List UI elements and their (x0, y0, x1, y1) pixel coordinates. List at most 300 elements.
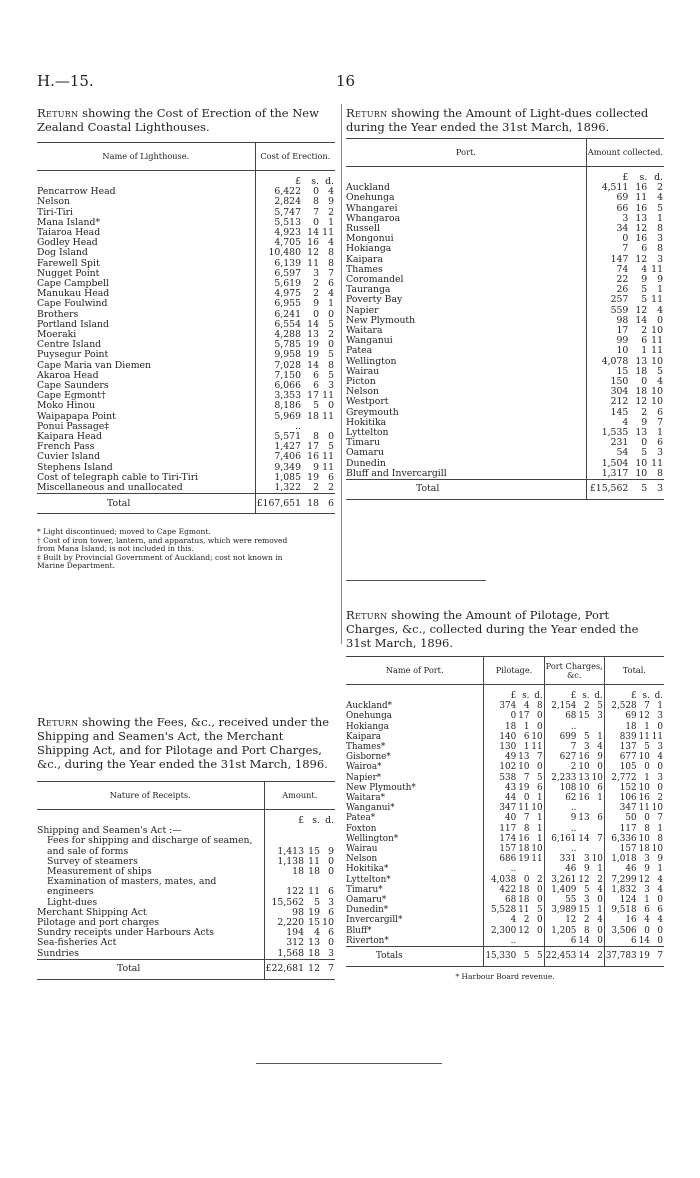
amount-value: 34 (586, 224, 629, 234)
amount-value: 11 (651, 263, 663, 275)
row-label (346, 936, 484, 947)
amount-value: 4 (657, 752, 663, 763)
amount-value: 0 (537, 721, 543, 732)
amount-value: 9 (328, 845, 334, 857)
amount-value: 12 (635, 223, 648, 235)
row-label-text: Dunedin (346, 457, 386, 469)
amount-value: 347 (484, 803, 517, 813)
amount-value: 2 (657, 793, 663, 804)
amount-value: 10 (578, 782, 590, 793)
cost-value: 0 (328, 308, 334, 320)
units-row (37, 171, 335, 188)
row-label (346, 377, 586, 387)
row-label-text: Cape Foulwind (37, 298, 108, 310)
lighthouse-cost-section (37, 106, 335, 570)
amount-value: 3 (597, 711, 603, 722)
table-row (346, 864, 664, 874)
amount-value: 7 (644, 701, 650, 712)
amount-value: 5 (584, 884, 590, 895)
col-name-of-port: Name of Port. (346, 657, 484, 685)
row-label-text: Wairoa* (346, 762, 382, 773)
amount-value: 10 (638, 833, 650, 844)
amount-value: 145 (586, 408, 629, 418)
amount-value: 559 (586, 306, 629, 316)
amount-value: 5 (584, 731, 590, 742)
cost-value: 6,241 (255, 310, 302, 320)
amount-value: 13 (635, 212, 648, 224)
table-row (346, 234, 664, 244)
amount-value: 0 (537, 915, 543, 926)
row-label-text: New Plymouth (346, 314, 416, 326)
amount-value: 0 (597, 895, 603, 906)
amount-value: 7 (523, 772, 530, 783)
table-row (346, 915, 664, 925)
amount-value: 3,506 (604, 926, 637, 936)
row-label-text: Pencarrow Head (37, 186, 116, 198)
amount-value (577, 722, 590, 732)
amount-value: 3 (586, 214, 629, 224)
table-row (37, 483, 335, 494)
amount-value: 0 (328, 866, 334, 878)
cost-value: 8 (328, 257, 334, 269)
amount-value: 699 (544, 732, 577, 742)
amount-value: 17 (518, 711, 530, 722)
unit-label: £ (604, 685, 637, 702)
amount-value: 6 (657, 406, 663, 418)
table-row (346, 742, 664, 752)
cost-value: 5 (328, 369, 334, 381)
amount-value: 9 (641, 416, 648, 428)
total-value: 22,453 (544, 947, 577, 967)
amount-value: 16 (578, 793, 590, 804)
row-label (37, 877, 264, 897)
unit-label: £ (484, 685, 517, 702)
amount-value: 2 (537, 874, 543, 885)
amount-value: 9 (544, 813, 577, 823)
amount-value: 12 (578, 874, 590, 885)
row-label-text: Westport (346, 396, 389, 408)
amount-value: 11 (638, 803, 650, 814)
amount-value: 14 (638, 935, 650, 946)
table-row (346, 834, 664, 844)
amount-value: 12 (638, 874, 650, 885)
amount-value: 69 (604, 711, 637, 721)
amount-value: 10 (651, 396, 663, 408)
amount-value: 8 (657, 467, 663, 479)
col-amount-collected: Amount collected. (586, 139, 664, 167)
row-label-text: Cape Egmont† (37, 390, 106, 402)
cost-value: 0 (328, 431, 334, 443)
amount-value: 10 (531, 731, 543, 742)
amount-value: 49 (484, 752, 517, 762)
amount-value: 1,138 (264, 857, 305, 867)
amount-value: 19 (308, 906, 320, 918)
amount-value: 117 (604, 824, 637, 834)
cost-value: 6 (313, 369, 319, 381)
row-label-text: Moeraki (37, 329, 77, 341)
amount-value: 11 (651, 345, 663, 357)
row-label-text: Hokitika* (346, 864, 389, 875)
amount-value: 26 (586, 285, 629, 295)
cost-value: 5 (328, 318, 334, 330)
row-label (346, 773, 484, 783)
amount-value: 1 (597, 793, 603, 804)
amount-value: 1,317 (586, 469, 629, 480)
spacer (346, 167, 586, 184)
amount-value: 627 (544, 752, 577, 762)
divider-rule (346, 580, 486, 581)
row-label (346, 854, 484, 864)
row-label-text: Cost of telegraph cable to Tiri-Tiri (37, 471, 199, 483)
amount-value: 18 (635, 365, 648, 377)
pilotage-table (346, 656, 664, 967)
amount-value: 10 (518, 762, 530, 773)
amount-value: 50 (604, 813, 637, 823)
cost-value: 7,406 (255, 452, 302, 462)
amount-value: 7 (657, 813, 663, 824)
amount-value: 2,300 (484, 926, 517, 936)
amount-value (577, 844, 590, 854)
table-row (346, 854, 664, 864)
cost-value: 14 (307, 227, 319, 239)
amount-value: 1,832 (604, 885, 637, 895)
amount-value: 2 (657, 182, 663, 194)
unit-label: s. (311, 176, 319, 187)
amount-value: 105 (604, 762, 637, 772)
row-label (37, 836, 264, 856)
row-label-text: Nelson (346, 386, 379, 398)
row-label (346, 701, 484, 711)
amount-value: 108 (544, 783, 577, 793)
cost-value: 6 (313, 380, 319, 392)
amount-value: 212 (586, 397, 629, 407)
cost-value: 9 (313, 461, 319, 473)
amount-value: 8 (657, 223, 663, 235)
col-pilotage: Pilotage. (484, 657, 544, 685)
cost-value: 2 (313, 278, 319, 290)
amount-value: 5 (641, 447, 648, 459)
amount-value: 16 (635, 202, 648, 214)
row-label-text: Dunedin* (346, 905, 389, 916)
amount-value (591, 824, 605, 834)
cost-value: 0 (313, 216, 319, 228)
table-row (346, 936, 664, 947)
cost-value: 9 (328, 196, 334, 208)
amount-value: 2,154 (544, 701, 577, 711)
row-label-text: Onehunga (346, 711, 392, 722)
light-dues-title: Return showing the Amount of Light-dues collected during the Year ended the 31st March, 1896. (346, 106, 649, 134)
table-row (346, 701, 664, 711)
amount-value: 11 (651, 457, 663, 469)
total-row (346, 480, 664, 500)
amount-value: 5 (597, 701, 603, 712)
col-cost: Cost of Erection. (255, 143, 335, 171)
row-label-text: Moko Hinou (37, 400, 95, 412)
total-label: Totals (346, 947, 484, 967)
row-label-text: Nelson (346, 854, 378, 865)
amount-value: 11 (518, 803, 530, 814)
amount-value: 10 (531, 803, 543, 814)
amount-value: 3 (657, 233, 663, 245)
cost-value: 7 (328, 267, 334, 279)
page-header-ref: H.—15. (37, 72, 94, 90)
amount-value: 12 (635, 396, 648, 408)
cost-value: 11 (322, 410, 334, 422)
row-label-text: Sundries (37, 947, 79, 959)
amount-value: 11 (531, 854, 543, 865)
row-label-text: Auckland (346, 182, 390, 194)
amount-value: 6 (523, 731, 530, 742)
amount-value: 18 (308, 947, 320, 959)
row-label-text: Shipping and Seamen's Act :— (37, 825, 182, 837)
row-label (346, 428, 586, 438)
total-row (37, 959, 335, 979)
table-row (346, 813, 664, 823)
row-label-text: Russell (346, 223, 380, 235)
amount-value: 7,299 (604, 875, 637, 885)
amount-value: 2,233 (544, 773, 577, 783)
amount-value: 1 (657, 284, 663, 296)
amount-value: .. (544, 803, 577, 813)
cost-value: 5,969 (255, 412, 302, 422)
row-label-text: Wanganui* (346, 803, 395, 814)
amount-value (591, 803, 605, 813)
row-label-text: Foxton (346, 823, 377, 834)
amount-value (591, 722, 605, 732)
row-label-text: French Pass (37, 441, 95, 453)
row-label (346, 214, 586, 224)
amount-value: 55 (544, 895, 577, 905)
cost-value: 5,571 (255, 432, 302, 442)
amount-value: 6 (644, 905, 650, 916)
row-label-text: Oamaru* (346, 895, 387, 906)
amount-value: 40 (484, 813, 517, 823)
amount-value: 16 (635, 182, 648, 194)
amount-value: 10 (635, 457, 648, 469)
amount-value: 9 (641, 274, 648, 286)
cost-value: 11 (322, 461, 334, 473)
amount-value: 0 (537, 711, 543, 722)
row-label-text: Mana Island* (37, 216, 101, 228)
amount-value: 9 (657, 274, 663, 286)
total-value: 19 (638, 947, 651, 967)
amount-value: 0 (537, 762, 543, 773)
row-label-text: Examination of masters, mates, and engineers (47, 876, 217, 898)
cost-value: 3 (328, 380, 334, 392)
row-label-text: Manukau Head (37, 288, 110, 300)
row-label (346, 793, 484, 803)
amount-value: 98 (264, 908, 305, 918)
row-label-text: Tauranga (346, 284, 391, 296)
amount-value: 0 (657, 935, 663, 946)
unit-label: d. (325, 815, 334, 826)
row-label-text: Auckland* (346, 701, 393, 712)
cost-value: 18 (307, 410, 319, 422)
table-row (346, 844, 664, 854)
row-label (346, 926, 484, 936)
unit-label: d. (325, 176, 334, 187)
cost-value: 5,619 (255, 279, 302, 289)
row-label-text: Oamaru (346, 447, 384, 459)
row-label-text: Merchant Shipping Act (37, 906, 147, 918)
amount-value: 4 (523, 701, 530, 712)
amount-value: 1 (657, 212, 663, 224)
row-label-text: Waitara* (346, 793, 385, 804)
row-label-text: Bluff and Invercargill (346, 467, 447, 479)
amount-value: 10 (586, 346, 629, 356)
table-row (346, 711, 664, 721)
amount-value: 6 (604, 936, 637, 947)
table-row (37, 836, 335, 856)
row-label-text: Fees for shipping and discharge of seamen, and sale of forms (47, 835, 253, 857)
amount-value: 12 (544, 915, 577, 925)
col-amount: Amount. (264, 782, 335, 810)
cost-value: 4 (328, 186, 334, 198)
total-label: Total (37, 494, 255, 514)
amount-value: 16 (518, 833, 530, 844)
amount-value: 16 (604, 915, 637, 925)
amount-value: 3 (657, 742, 663, 753)
row-label (346, 915, 484, 925)
row-label-text: Patea* (346, 813, 376, 824)
amount-value: 4 (484, 915, 517, 925)
unit-label: s. (582, 691, 590, 701)
row-label (346, 762, 484, 772)
cost-value: 6,422 (255, 187, 302, 197)
amount-value: 6 (328, 906, 334, 918)
amount-value: 17 (586, 326, 629, 336)
amount-value: 174 (484, 834, 517, 844)
amount-value: 1 (657, 864, 663, 875)
amount-value: 10 (578, 762, 590, 773)
table-row (346, 752, 664, 762)
amount-value: 44 (484, 793, 517, 803)
amount-value: 54 (586, 448, 629, 458)
amount-value: 839 (604, 732, 637, 742)
amount-value: 10 (531, 844, 543, 855)
row-label-text: Farewell Spit (37, 257, 100, 269)
amount-value: 6 (641, 335, 648, 347)
cost-value: 5,747 (255, 208, 302, 218)
row-label-text: Wanganui (346, 335, 393, 347)
amount-value (321, 826, 335, 836)
amount-value: 8 (644, 823, 650, 834)
footnote: † Cost of iron tower, lantern, and apparatus, which were removed from Mana Island, is not included in this. (37, 535, 288, 554)
table-row (346, 875, 664, 885)
spacer (37, 171, 255, 188)
cost-value: 1,427 (255, 442, 302, 452)
amount-value: 7 (523, 813, 530, 824)
footnote: ‡ Built by Provincial Government of Auckland; cost not known in Marine Department. (37, 552, 283, 570)
column-divider (341, 104, 342, 644)
pilotage-section (346, 608, 664, 981)
amount-value: 4 (657, 884, 663, 895)
unit-label: s. (642, 691, 650, 701)
amount-value: 9 (584, 864, 590, 875)
amount-value: 18 (635, 386, 648, 398)
amount-value: 18 (484, 722, 517, 732)
total-value: £167,651 (255, 494, 302, 514)
amount-value: 4 (657, 874, 663, 885)
amount-value: 15 (578, 905, 590, 916)
amount-value: 1,413 (264, 836, 305, 856)
amount-value: 6 (657, 905, 663, 916)
amount-value: 6 (544, 936, 577, 947)
amount-value: 3 (657, 772, 663, 783)
row-label (37, 483, 255, 494)
unit-label: d. (594, 691, 603, 701)
amount-value: 9 (644, 864, 650, 875)
table-row (346, 905, 664, 915)
amount-value: 15,562 (264, 898, 305, 908)
cost-value: 1 (328, 216, 334, 228)
amount-value: 3 (584, 742, 590, 753)
table-row (346, 732, 664, 742)
amount-value: 231 (586, 438, 629, 448)
table-row (346, 408, 664, 418)
cost-value: 12 (307, 247, 319, 259)
amount-value: 7 (586, 244, 629, 254)
unit-label: £ (255, 171, 302, 188)
amount-value: 1,568 (264, 949, 305, 960)
amount-value: 11 (308, 886, 320, 898)
amount-value: 16 (578, 752, 590, 763)
amount-value: 1,409 (544, 885, 577, 895)
cost-value: 3 (313, 267, 319, 279)
row-label-text: Nelson (37, 196, 70, 208)
amount-value: 12 (635, 304, 648, 316)
units-row (346, 685, 664, 702)
lighthouse-title: Return showing the Cost of Erection of the New Zealand Coastal Lighthouses. (37, 106, 319, 134)
amount-value: 22 (586, 275, 629, 285)
amount-value: 9 (597, 752, 603, 763)
row-label-text: Wellington* (346, 833, 399, 844)
amount-value: 6 (328, 886, 334, 898)
row-label-text: Kaipara (346, 253, 383, 265)
amount-value: 69 (586, 193, 629, 203)
cost-value: 19 (307, 339, 319, 351)
amount-value: 46 (604, 864, 637, 874)
amount-value: 8 (537, 701, 543, 712)
cost-value: 13 (307, 329, 319, 341)
amount-value: 4 (586, 418, 629, 428)
cost-value: 8,186 (255, 401, 302, 411)
amount-value: 4 (314, 927, 320, 939)
row-label-text: New Plymouth* (346, 782, 416, 793)
row-label-text: Portland Island (37, 318, 109, 330)
amount-value (530, 864, 544, 874)
row-label (346, 783, 484, 793)
page-number: 16 (336, 72, 356, 90)
spacer (37, 810, 264, 827)
amount-value: 4,511 (586, 183, 629, 193)
cost-value: 6,139 (255, 259, 302, 269)
row-label-text: Coromandel (346, 274, 404, 286)
amount-value: 2 (584, 701, 590, 712)
amount-value: 7 (657, 416, 663, 428)
amount-value: 194 (264, 928, 305, 938)
amount-value: 8 (657, 833, 663, 844)
amount-value: 5 (537, 905, 543, 916)
amount-value: 130 (484, 742, 517, 752)
row-label-text: Gisborne* (346, 752, 391, 763)
cost-value: 19 (307, 349, 319, 361)
amount-value: 106 (604, 793, 637, 803)
cost-value: 6,066 (255, 381, 302, 391)
unit-label: s. (639, 172, 648, 183)
amount-value: 0 (644, 762, 650, 773)
table-row (346, 722, 664, 732)
